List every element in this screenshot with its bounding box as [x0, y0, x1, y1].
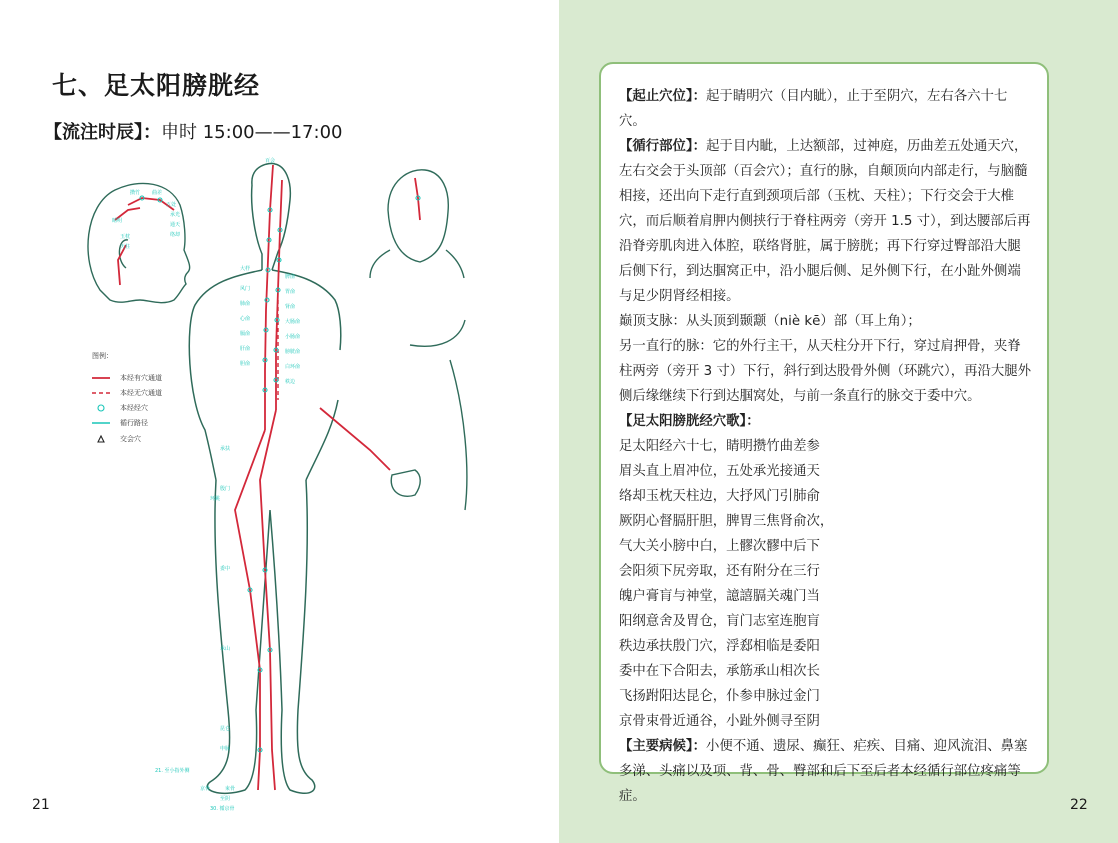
figure-label: 攒竹: [130, 190, 141, 196]
legend-point-icon: [98, 405, 104, 411]
figure-label: 膈俞: [240, 331, 251, 337]
paragraph-label: 【主要病候】：: [619, 739, 707, 754]
figure-label: 小肠俞: [285, 334, 301, 340]
paragraph-main-trunk: [619, 334, 1033, 409]
paragraph-text: 巅顶支脉：从头顶到颞颥（niè kē）部（耳上角）；: [619, 314, 921, 329]
figure-label: 玉枕: [120, 234, 131, 240]
figure-label: 肾俞: [285, 304, 296, 310]
legend-label-3: 循行路径: [120, 419, 148, 427]
figure-label: 大杼: [240, 266, 251, 272]
figure-label: 委中: [220, 566, 231, 572]
figure-label: 承山: [220, 646, 231, 652]
song-line: 足太阳经六十七，睛明攒竹曲差参: [619, 439, 820, 454]
page-number-right: 22: [1070, 797, 1088, 813]
song-line: 眉头直上眉冲位，五处承光接通天: [619, 464, 820, 479]
paragraph-text: 小便不通、遗尿、癫狂、疟疾、目痛、迎风流泪、鼻塞多涕、头痛以及项、背、骨、臀部和后下至后者本经循行部位疼痛等症。: [619, 739, 1028, 804]
flow-time-label: 【流注时辰】：: [44, 122, 161, 143]
figure-label: 睛明: [112, 218, 123, 224]
paragraph-text: 起于目内眦，上达额部，过神庭，历曲差五处通天穴，左右交会于头顶部（百会穴）；直行的脉，自颠顶向内部走行，与脑髓相接，还出向下走行直到颈项后部（玉枕、天柱）；下行交会于大椎穴，而后顺着肩胛内侧挟行于脊柱两旁（旁开 1.5 寸），到达腰部后再沿脊旁肌肉进入体腔，联络肾脏，属于膀胱；再下行穿过臀部沿大腿后侧下行，到达腘窝正中，沿小腿后侧、足外侧下行，在小趾外侧端与足少阴肾经相接。: [619, 139, 1031, 304]
figure-label: 申脉: [220, 746, 231, 752]
figure-label: 大肠俞: [285, 319, 301, 325]
paragraph-branch: [619, 309, 1033, 334]
figure-label: 21. 至小指外侧: [155, 768, 190, 774]
legend: [92, 351, 162, 443]
figure-label: 天柱: [120, 244, 131, 250]
paragraph-text: 起于睛明穴（目内眦），止于至阴穴，左右各六十七穴。: [619, 89, 1008, 129]
figure-label: 30. 循京骨: [210, 806, 235, 812]
figure-label: 曲差: [152, 190, 163, 196]
song-line: 委中在下合阳去，承筋承山相次长: [619, 664, 820, 679]
figure-label: 束骨: [225, 786, 236, 792]
legend-label-4: 交会穴: [120, 435, 141, 443]
figure-label: 肝俞: [240, 346, 251, 352]
paragraph-label: 【循行部位】：: [619, 139, 707, 154]
figure-label: 秩边: [285, 379, 296, 385]
text-card: [599, 62, 1049, 804]
chapter-title: 七、足太阳膀胱经: [52, 71, 261, 100]
song-line: 会阳须下尻旁取，还有附分在三行: [619, 564, 820, 579]
paragraph-route: [619, 134, 1033, 309]
figure-label: 至阴: [220, 796, 231, 802]
figure-label: 心俞: [240, 316, 251, 322]
figure-label: 承光: [170, 212, 181, 218]
flow-time-value: 申时 15:00——17:00: [161, 122, 343, 143]
song-line: 气大关小膀中白，上髎次髎中后下: [619, 539, 820, 554]
song-line: 飞扬跗阳达昆仑，仆参申脉过金门: [619, 689, 820, 704]
song-line: 秩边承扶殷门穴，浮郄相临是委阳: [619, 639, 820, 654]
meridian-lines: [115, 165, 420, 790]
figure-label: 环跳: [210, 496, 221, 502]
flow-time: [44, 118, 342, 144]
legend-label-1: 本经无穴通道: [120, 389, 162, 397]
song-line: 厥阴心督膈肝胆，脾胃三焦肾俞次，: [619, 514, 834, 529]
figure-label: 膀胱俞: [285, 349, 301, 355]
figure-label: 承扶: [220, 446, 231, 452]
song-line: 络却玉枕天柱边，大抒风门引肺俞: [619, 489, 820, 504]
figure-label: 胃俞: [285, 289, 296, 295]
figure-label: 昆仑: [220, 726, 231, 732]
figure-label: 肺俞: [240, 301, 251, 307]
paragraph-start-end: [619, 84, 1033, 134]
figure-label: 百会: [265, 158, 276, 164]
figure-label: 京骨: [200, 786, 211, 792]
figure-label: 络却: [170, 232, 181, 238]
figure-label: 殷门: [220, 486, 231, 492]
figure-label: 胆俞: [240, 361, 251, 367]
figure-label: 脾俞: [285, 274, 296, 280]
paragraph-label: 【起止穴位】：: [619, 89, 707, 104]
song-line: 魄户膏肓与神堂，譩譆膈关魂门当: [619, 589, 820, 604]
figure-label: 五处: [166, 202, 177, 208]
back-body-illustration: [189, 163, 340, 793]
legend-title: 图例：: [92, 352, 113, 360]
figure-label: 白环俞: [285, 364, 301, 370]
song-line: 阳纲意舍及胃仓，肓门志室连胞肓: [619, 614, 820, 629]
legend-triangle-icon: [98, 436, 104, 442]
paragraph-label: 【足太阳膀胱经穴歌】：: [619, 414, 760, 429]
legend-label-2: 本经经穴: [120, 404, 148, 412]
page-number-left: 21: [32, 797, 50, 813]
paragraph-diseases: [619, 734, 1033, 809]
figure-label: 风门: [240, 286, 251, 292]
meridian-figure: [70, 150, 540, 820]
paragraph-text: 另一直行的脉：它的外行主干，从天柱分开下行，穿过肩押骨，夹脊柱两旁（旁开 3 寸）下行，斜行到达股骨外侧（环跳穴），再沿大腿外侧后缘继续下行到达腘窝处，与前一条直行的脉交于委中穴。: [619, 339, 1032, 404]
song-line: 京骨束骨近通谷，小趾外侧寻至阴: [619, 714, 820, 729]
figure-label: 通天: [170, 222, 181, 228]
side-body-outline: [391, 320, 467, 510]
paragraph-song-heading: [619, 409, 1033, 434]
legend-label-0: 本经有穴通道: [120, 374, 162, 382]
